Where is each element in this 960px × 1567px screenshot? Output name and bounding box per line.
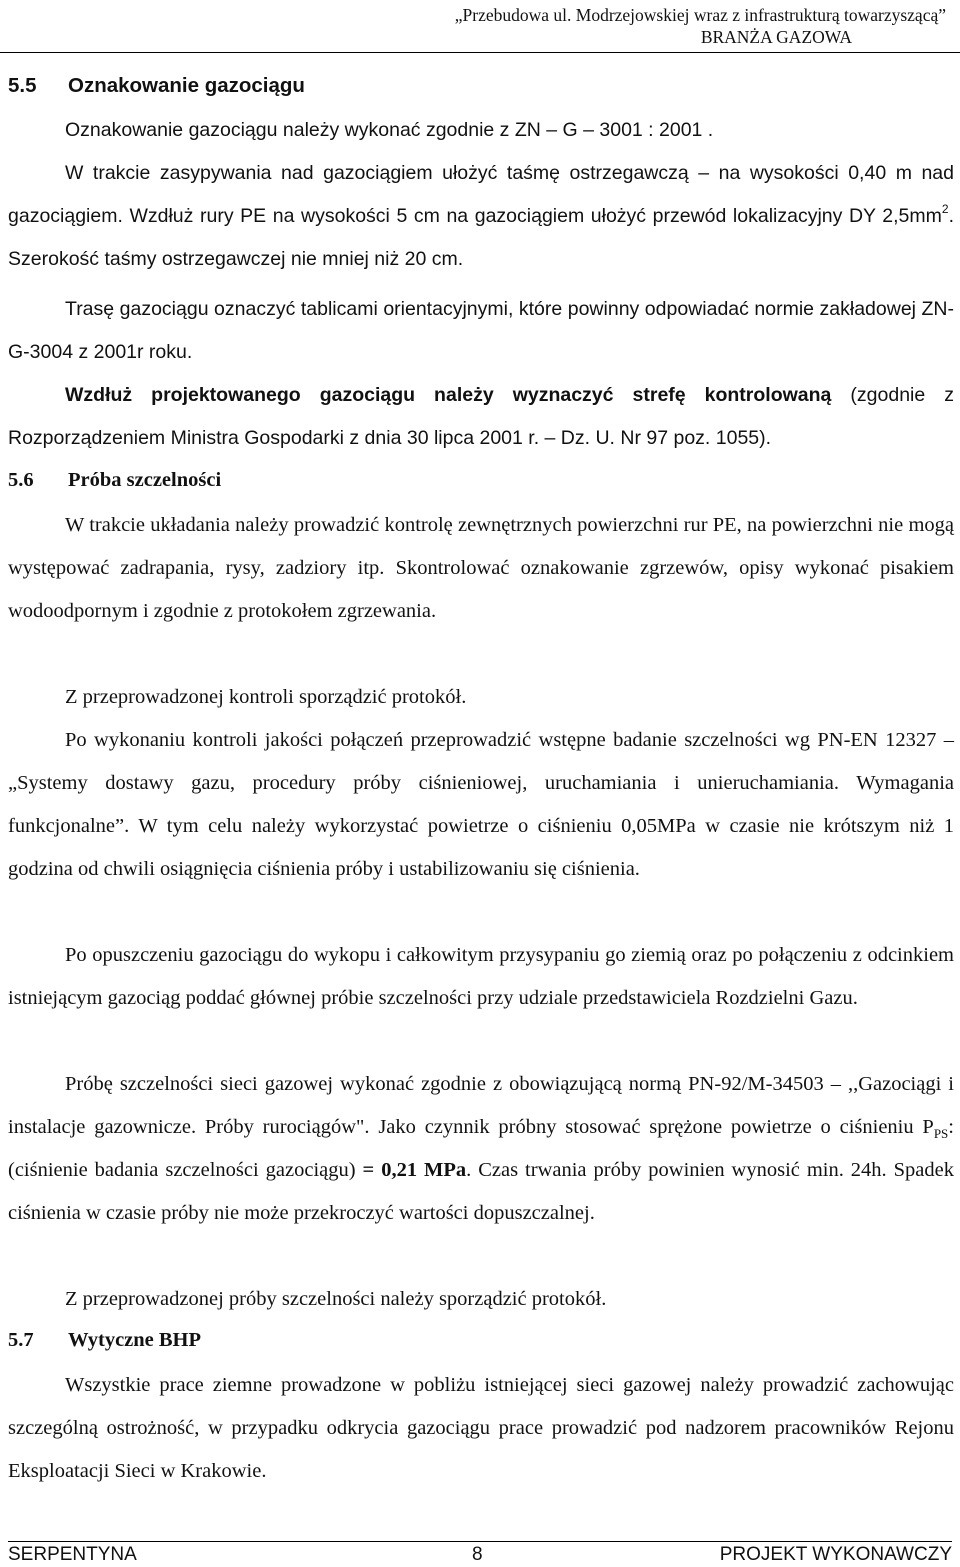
paragraph: Wzdłuż projektowanego gazociągu należy wyznaczyć strefę kontrolowaną (zgodnie z Rozporządzeniem Ministra Gospodarki z dnia 30 lipca 2001 r. – Dz. U. Nr 97 poz. 1055). <box>8 384 954 449</box>
section-title: Próba szczelności <box>68 469 222 491</box>
paragraph: Z przeprowadzonej próby szczelności należy sporządzić protokół. <box>65 1288 607 1310</box>
footer-right: PROJEKT WYKONAWCZY <box>719 1544 952 1565</box>
section-title: Wytyczne BHP <box>68 1329 202 1351</box>
footer-left: SERPENTYNA <box>8 1544 137 1565</box>
page-number: 8 <box>472 1544 483 1565</box>
paragraph: Po wykonaniu kontroli jakości połączeń przeprowadzić wstępne badanie szczelności wg PN-EN 12327 – „Systemy dostawy gazu, procedury próby ciśnieniowej, uruchamiania i unieruchamiania. Wymagania funkcjonalne”. W tym celu należy wykorzystać powietrze o ciśnieniu 0,05MPa w czasie nie krótszym niż 1 godzina od chwili osiągnięcia ciśnienia próby i ustabilizowaniu się ciśnienia. <box>8 729 954 880</box>
section-5-5-heading <box>8 74 952 98</box>
section-title: Oznakowanie gazociągu <box>68 74 305 97</box>
header-title: „Przebudowa ul. Modrzejowskiej wraz z infrastrukturą towarzyszącą” <box>454 5 946 25</box>
paragraph: Po opuszczeniu gazociągu do wykopu i całkowitym przysypaniu go ziemią oraz po połączeniu z odcinkiem istniejącym gazociąg poddać głównej próbie szczelności przy udziale przedstawiciela Rozdzielni Gazu. <box>8 944 954 1009</box>
paragraph: W trakcie układania należy prowadzić kontrolę zewnętrznych powierzchni rur PE, na powierzchni nie mogą występować zadrapania, rysy, zadziory itp. Skontrolować oznakowanie zgrzewów, opisy wykonać pisakiem wodoodpornym i zgodnie z protokołem zgrzewania. <box>8 514 954 622</box>
footer-rule <box>8 1541 952 1542</box>
section-5-6-heading <box>8 469 952 492</box>
header-branch: BRANŻA GAZOWA <box>700 27 852 47</box>
header-rule <box>0 52 960 53</box>
paragraph: Wszystkie prace ziemne prowadzone w pobliżu istniejącej sieci gazowej należy prowadzić zachowując szczególną ostrożność, w przypadku odkrycia gazociągu prace prowadzić pod nadzorem pracowników Rejonu Eksploatacji Sieci w Krakowie. <box>8 1374 954 1482</box>
paragraph: Próbę szczelności sieci gazowej wykonać zgodnie z obowiązującą normą PN-92/M-34503 – ,,Gazociągi i instalacje gazownicze. Próby rurociągów". Jako czynnik próbny stosować sprężone powietrze o ciśnieniu $P_{PS}$: (ciśnienie badania szczelności gazociągu) = 0,21 MPa. Czas trwania próby powinien wynosić min. 24h. Spadek ciśnienia w czasie próby nie może przekroczyć wartości dopuszczalnej. <box>8 1073 954 1224</box>
section-number: 5.6 <box>8 469 34 491</box>
paragraph: Oznakowanie gazociągu należy wykonać zgodnie z ZN – G – 3001 : 2001 . <box>65 119 714 141</box>
section-number: 5.7 <box>8 1329 34 1351</box>
paragraph: W trakcie zasypywania nad gazociągiem ułożyć taśmę ostrzegawczą – na wysokości 0,40 m nad gazociągiem. Wzdłuż rury PE na wysokości 5 cm na gazociągiem ułożyć przewód lokalizacyjny DY $2,5mm^2$. Szerokość taśmy ostrzegawczej nie mniej niż 20 cm. <box>8 162 954 270</box>
paragraph: Z przeprowadzonej kontroli sporządzić protokół. <box>65 686 467 708</box>
section-number: 5.5 <box>8 74 37 97</box>
paragraph: Trasę gazociągu oznaczyć tablicami orientacyjnymi, które powinny odpowiadać normie zakładowej ZN-G-3004 z 2001r roku. <box>8 298 954 363</box>
section-5-7-heading <box>8 1329 952 1352</box>
